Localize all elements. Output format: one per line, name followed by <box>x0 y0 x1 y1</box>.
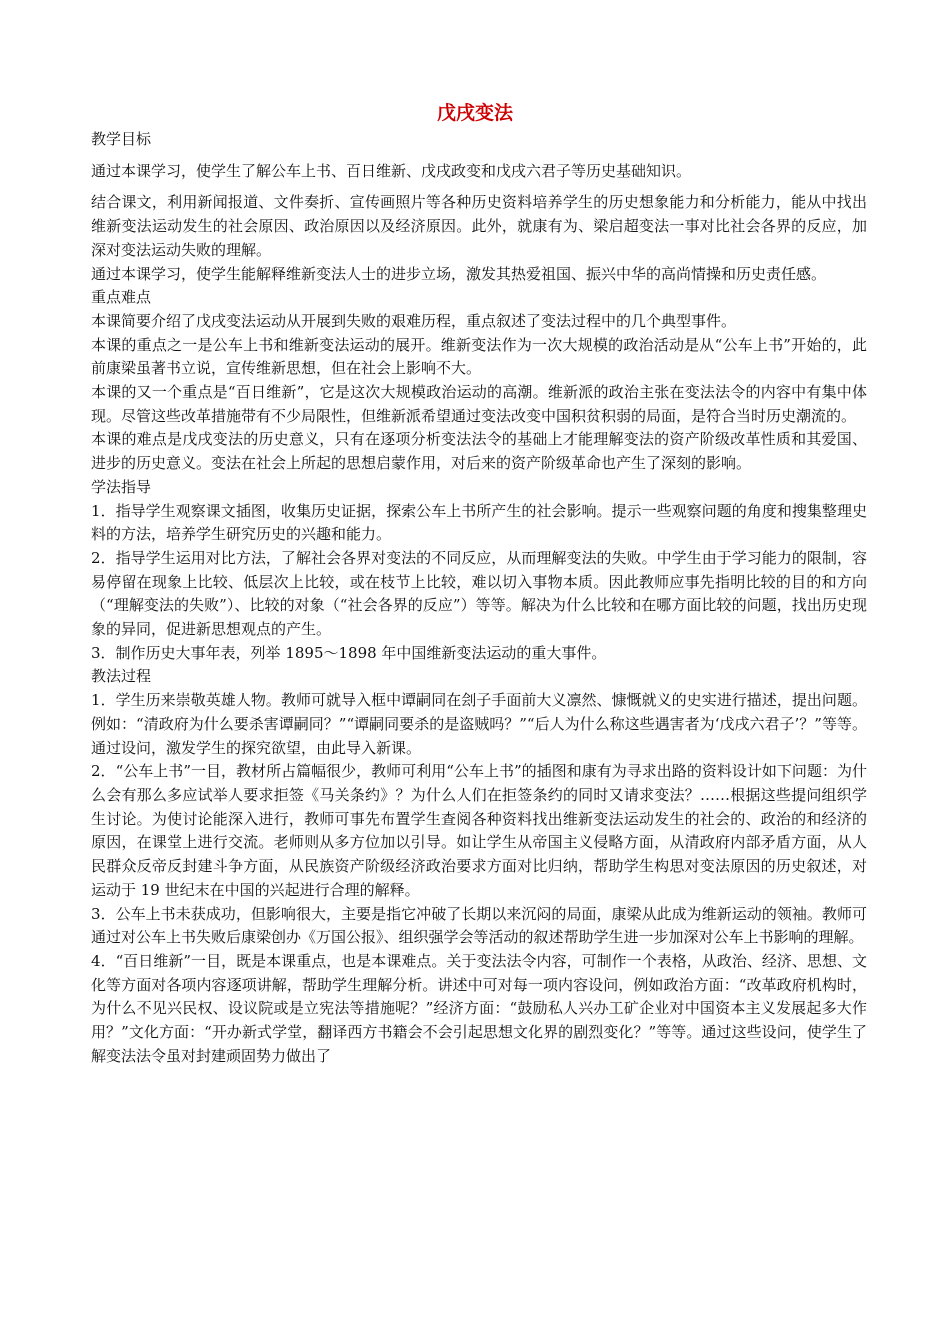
paragraph: 4．“百日维新”一目，既是本课重点，也是本课难点。关于变法法令内容，可制作一个表格，从政治、经济、思想、文化等方面对各项内容逐项讲解，帮助学生理解分析。讲述中可对每一项内容设问，例如政治方面：“改革政府机构时，为什么不见兴民权、设议院或是立宪法等措施呢？”经济方面：“鼓励私人兴办工矿企业对中国资本主义发展起多大作用？”文化方面：“开办新式学堂，翻译西方书籍会不会引起思想文化界的剧烈变化？”等等。通过这些设问，使学生了解变法法令虽对封建顽固势力做出了 <box>91 951 867 1065</box>
section-heading-goals: 教学目标 <box>91 130 152 148</box>
document-body <box>91 128 867 1068</box>
paragraph: 本课的又一个重点是“百日维新”，它是这次大规模政治运动的高潮。维新派的政治主张在变法法令的内容中有集中体现。尽管这些改革措施带有不少局限性，但维新派希望通过变法改变中国积贫积弱的局面，是符合当时历史潮流的。 <box>91 383 867 425</box>
page-title: 戊戌变法 <box>436 102 513 124</box>
section-heading-study-guide: 学法指导 <box>91 477 152 496</box>
paragraph: 3．制作历史大事年表，列举 1895～1898 年中国维新变法运动的重大事件。 <box>91 643 607 662</box>
paragraph: 通过本课学习，使学生能解释维新变法人士的进步立场，激发其热爱祖国、振兴中华的高尚情操和历史责任感。 <box>91 264 827 283</box>
paragraph: 本课的难点是戊戌变法的历史意义，只有在逐项分析变法法令的基础上才能理解变法的资产阶级改革性质和其爱国、进步的历史意义。变法在社会上所起的思想启蒙作用，对后来的资产阶级革命也产生了深刻的影响。 <box>91 430 867 473</box>
paragraph: 1．学生历来崇敬英雄人物。教师可就导入框中谭嗣同在刽子手面前大义凛然、慷慨就义的史实进行描述，提出问题。例如：“清政府为什么要杀害谭嗣同？”“谭嗣同要杀的是盗贼吗？”“后人为什么称这些遇害者为‘戊戌六君子’？”等等。通过设问，激发学生的探究欲望，由此导入新课。 <box>91 691 867 757</box>
paragraph: 3．公车上书未获成功，但影响很大，主要是指它冲破了长期以来沉闷的局面，康梁从此成为维新运动的领袖。教师可通过对公车上书失败后康梁创办《万国公报》、组织强学会等活动的叙述帮助学生进一步加深对公车上书影响的理解。 <box>91 904 867 947</box>
paragraph: 本课的重点之一是公车上书和维新变法运动的展开。维新变法作为一次大规模的政治活动是从“公车上书”开始的，此前康梁虽著书立说，宣传维新思想，但在社会上影响不大。 <box>91 335 867 378</box>
paragraph: 2．“公车上书”一目，教材所占篇幅很少，教师可利用“公车上书”的插图和康有为寻求出路的资料设计如下问题：为什么会有那么多应试举人要求拒签《马关条约》？为什么人们在拒签条约的同时又请求变法？……根据这些提问组织学生讨论。为使讨论能深入进行，教师可事先布置学生查阅各种资料找出维新变法运动发生的社会的、政治的和经济的原因，在课堂上进行交流。老师则从多方位加以引导。如让学生从帝国主义侵略方面，从清政府内部矛盾方面，从人民群众反帝反封建斗争方面，从民族资产阶级经济政治要求方面对比归纳，帮助学生构思对变法原因的历史叙述，对运动于 19 世纪末在中国的兴起进行合理的解释。 <box>91 762 867 899</box>
paragraph: 通过本课学习，使学生了解公车上书、百日维新、戊戌政变和戊戌六君子等历史基础知识。 <box>91 161 692 180</box>
paragraph: 本课简要介绍了戊戌变法运动从开展到失败的艰难历程，重点叙述了变法过程中的几个典型事件。 <box>91 311 737 330</box>
paragraph: 结合课文，利用新闻报道、文件奏折、宣传画照片等各种历史资料培养学生的历史想象能力和分析能力，能从中找出维新变法运动发生的社会原因、政治原因以及经济原因。此外，就康有为、梁启超变法一事对比社会各界的反应，加深对变法运动失败的理解。 <box>91 193 867 259</box>
paragraph: 2．指导学生运用对比方法，了解社会各界对变法的不同反应，从而理解变法的失败。中学生由于学习能力的限制，容易停留在现象上比较、低层次上比较，或在枝节上比较，难以切入事物本质。因此教师应事先指明比较的目的和方向（“理解变法的失败”）、比较的对象（“社会各界的反应”）等等。解决为什么比较和在哪方面比较的问题，找出历史现象的异同，促进新思想观点的产生。 <box>91 548 867 639</box>
section-heading-teaching-process: 教法过程 <box>91 667 152 686</box>
section-heading-key-points: 重点难点 <box>91 288 152 307</box>
paragraph: 1．指导学生观察课文插图，收集历史证据，探索公车上书所产生的社会影响。提示一些观察问题的角度和搜集整理史料的方法，培养学生研究历史的兴趣和能力。 <box>91 501 867 544</box>
